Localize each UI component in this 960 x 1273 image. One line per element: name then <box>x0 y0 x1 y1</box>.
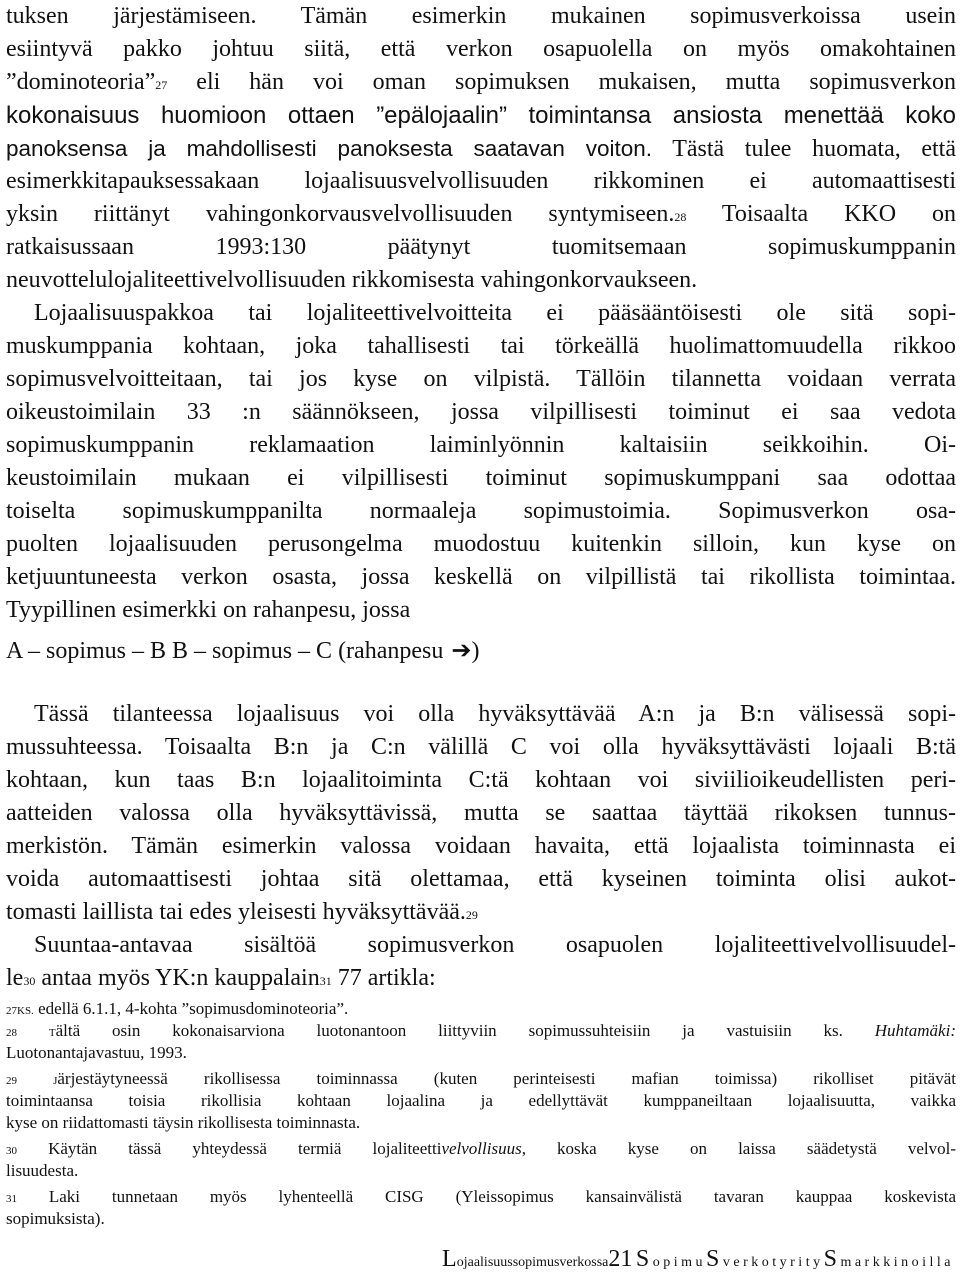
text-line <box>6 297 956 330</box>
text-line <box>6 264 956 297</box>
line-text: sopimuskumppanin reklamaation laiminlyönnin kaltaisiin seikkoihin. Oi- <box>6 432 956 458</box>
footnote-text: sopimuksista). <box>6 1209 105 1228</box>
footnote-29-cont <box>6 1090 956 1112</box>
footnote-italic: Huhtamäki: <box>874 1021 956 1040</box>
text-line <box>6 764 956 797</box>
line-text: esiintyvä pakko johtuu siitä, että verkon osapuolella on myös omakohtainen <box>6 36 956 62</box>
footnote-ref-31[interactable]: 31 <box>319 974 332 988</box>
text-line <box>6 698 956 731</box>
line-text: panoksensa ja mahdollisesti panoksesta saatavan voiton. <box>6 136 653 161</box>
footnote-28 <box>6 1020 956 1042</box>
footnote-31-cont <box>6 1208 956 1230</box>
text-line <box>6 33 956 66</box>
footnote-text: edellä 6.1.1, 4-kohta ”sopimusdominoteoria”. <box>33 999 349 1018</box>
footnote-text: toimintaansa toisia rikollisia kohtaan lojaalina ja edellyttävät kumppaneiltaan lojaalisuutta, vaikka <box>6 1091 956 1110</box>
footnote-30 <box>6 1138 956 1160</box>
footnote-text: ältä osin kokonaisarviona luotonantoon liittyviin sopimussuhteisiin ja vastuisiin ks. <box>55 1021 875 1040</box>
line-text: antaa myös YK:n kauppalain <box>35 965 320 991</box>
line-text: kokonaisuus huomioon ottaen ”epälojaalin” toimintansa ansiosta menettää koko <box>6 102 956 129</box>
text-line <box>6 363 956 396</box>
text-line <box>6 396 956 429</box>
line-text: 77 artikla: <box>331 965 436 991</box>
line-text: yksin riittänyt vahingonkorvausvelvollisuuden syntymiseen. <box>6 201 675 227</box>
footer-text: S <box>635 1246 650 1272</box>
text-line <box>6 66 956 99</box>
line-text: oikeustoimilain 33 :n säännökseen, jossa vilpillisesti toiminut ei saa vedota <box>6 399 956 425</box>
main-text <box>6 0 956 995</box>
text-line <box>6 962 956 995</box>
line-text: puolten lojaalisuuden perusongelma muodostuu kuitenkin silloin, kun kyse on <box>6 531 956 557</box>
line-text: kohtaan, kun taas B:n lojaalitoiminta C:tä kohtaan voi siviilioikeudellisten peri- <box>6 767 956 793</box>
text-line <box>6 330 956 363</box>
line-text: mussuhteessa. Toisaalta B:n ja C:n välillä C voi olla hyväksyttävästi lojaali B:tä <box>6 734 956 760</box>
text-line <box>6 594 956 627</box>
text-line <box>6 462 956 495</box>
line-text: Tässä tilanteessa lojaalisuus voi olla hyväksyttävää A:n ja B:n välisessä sopi- <box>34 701 956 727</box>
line-text: muskumppania kohtaan, joka tahallisesti tai törkeällä huolimattomuudella rikkoo <box>6 333 956 359</box>
line-text: tuksen järjestämiseen. Tämän esimerkin mukainen sopimusverkoissa usein <box>6 3 956 29</box>
footnote-text: ärjestäytyneessä rikollisessa toiminnassa (kuten perinteisesti mafian toimissa) rikolliset pitävät <box>57 1069 956 1088</box>
text-line <box>6 896 956 929</box>
text-line <box>6 863 956 896</box>
line-text: ketjuuntuneesta verkon osasta, jossa keskellä on vilpillistä tai rikollista toimintaa. <box>6 564 956 590</box>
line-text: toiselta sopimuskumppanilta normaaleja sopimustoimia. Sopimusverkon osa- <box>6 498 956 524</box>
footnote-text: KS. <box>17 1005 34 1017</box>
text-line <box>6 797 956 830</box>
text-line <box>6 495 956 528</box>
footnote-text: J <box>53 1075 58 1087</box>
paragraph-2 <box>6 297 956 627</box>
text-line <box>6 929 956 962</box>
line-text: esimerkkitapauksessakaan lojaalisuusvelvollisuuden rikkominen ei automaattisesti <box>6 168 956 194</box>
line-text: ”dominoteoria” <box>6 69 156 95</box>
footer-title: ojaalisuussopimusverkossa <box>456 1255 609 1270</box>
text-line <box>6 561 956 594</box>
footnotes <box>6 998 956 1230</box>
footnote-29-cont <box>6 1112 956 1134</box>
footnote-27 <box>6 998 956 1020</box>
text-line <box>6 198 956 231</box>
line-text: Lojaalisuuspakkoa tai lojaliteettivelvoitteita ei pääsääntöisesti ole sitä sopi- <box>34 300 956 326</box>
page-footer <box>442 1246 954 1273</box>
text-line <box>6 0 956 33</box>
text-line <box>6 429 956 462</box>
paragraph-4 <box>6 929 956 995</box>
line-text: Suuntaa-antavaa sisältöä sopimusverkon osapuolen lojaliteettivelvollisuudel- <box>34 932 956 958</box>
footnote-number: 29 <box>6 1075 17 1087</box>
line-text: voida automaattisesti johtaa sitä olettamaa, että kyseinen toiminta olisi aukot- <box>6 866 956 892</box>
line-text: ratkaisussaan 1993:130 päätynyt tuomitsemaan sopimuskumppanin <box>6 234 956 260</box>
document-page <box>6 0 956 1273</box>
text-line <box>6 132 956 165</box>
footnote-29 <box>6 1068 956 1090</box>
footnote-ref-29[interactable]: 29 <box>465 908 478 922</box>
line-text: sopimusvelvoitteitaan, tai jos kyse on vilpistä. Tällöin tilannetta voidaan verrata <box>6 366 956 392</box>
footnote-ref-30[interactable]: 30 <box>23 974 36 988</box>
formula-text: A – sopimus – B B – sopimus – C (rahanpesu <box>6 638 450 664</box>
footnote-text: Käytän tässä yhteydessä termiä lojaliteetti <box>17 1139 442 1158</box>
footer-text: S <box>706 1246 720 1272</box>
footnote-28-cont <box>6 1042 956 1064</box>
footnote-number: 27 <box>6 1005 17 1017</box>
arrow-right-icon: ➔ <box>451 638 472 664</box>
footnote-text: kyse on riidattomasti täysin rikollisesta toiminnasta. <box>6 1113 361 1132</box>
line-text: le <box>6 965 24 991</box>
line-text: keustoimilain mukaan ei vilpillisesti toiminut sopimuskumppani saa odottaa <box>6 465 956 491</box>
footnote-30-cont <box>6 1160 956 1182</box>
line-text: Tyypillinen esimerkki on rahanpesu, jossa <box>6 597 411 623</box>
line-text: merkistön. Tämän esimerkin valossa voidaan havaita, että lojaalista toiminnasta ei <box>6 833 956 859</box>
footnote-text: Laki tunnetaan myös lyhenteellä CISG (Yleissopimus kansainvälistä tavaran kauppaa koskevista <box>17 1187 956 1206</box>
text-line <box>6 731 956 764</box>
footer-text: markkinoilla <box>840 1255 954 1270</box>
footnote-text: Luotonantajavastuu, 1993. <box>6 1043 187 1062</box>
text-line <box>6 165 956 198</box>
footnote-ref-28[interactable]: 28 <box>674 210 687 224</box>
text-line <box>6 830 956 863</box>
formula-close: ) <box>471 638 480 664</box>
paragraph-3 <box>6 698 956 929</box>
line-text: eli hän voi oman sopimuksen mukaisen, mutta sopimusverkon <box>167 69 956 95</box>
text-line <box>6 528 956 561</box>
footer-text: L <box>442 1246 457 1272</box>
line-text: aatteiden valossa olla hyväksyttävissä, mutta se saattaa täyttää rikoksen tunnus- <box>6 800 956 826</box>
page-number: 21 <box>608 1246 633 1272</box>
footnote-number: 31 <box>6 1193 17 1205</box>
line-text: tomasti laillista tai edes yleisesti hyväksyttävää. <box>6 899 466 925</box>
footnote-number: 30 <box>6 1145 17 1157</box>
footnote-italic: velvollisuus <box>441 1139 522 1158</box>
footnote-text: T <box>48 1027 56 1039</box>
footer-text: verkotyrity <box>722 1255 824 1270</box>
text-line <box>6 231 956 264</box>
line-text: neuvottelulojaliteettivelvollisuuden rikkomisesta vahingonkorvaukseen. <box>6 267 698 293</box>
formula-line <box>6 635 956 668</box>
footnote-ref-27[interactable]: 27 <box>155 78 168 92</box>
footnote-31 <box>6 1186 956 1208</box>
footnote-number: 28 <box>6 1027 17 1039</box>
footer-text: S <box>823 1246 837 1272</box>
text-line <box>6 99 956 132</box>
footnote-text: , koska kyse on laissa säädetystä velvol- <box>521 1139 956 1158</box>
line-text: Tästä tulee huomata, että <box>652 136 956 162</box>
footnote-text: lisuudesta. <box>6 1161 79 1180</box>
line-text: Toisaalta KKO on <box>686 201 956 227</box>
footer-text: opimu <box>652 1255 707 1270</box>
